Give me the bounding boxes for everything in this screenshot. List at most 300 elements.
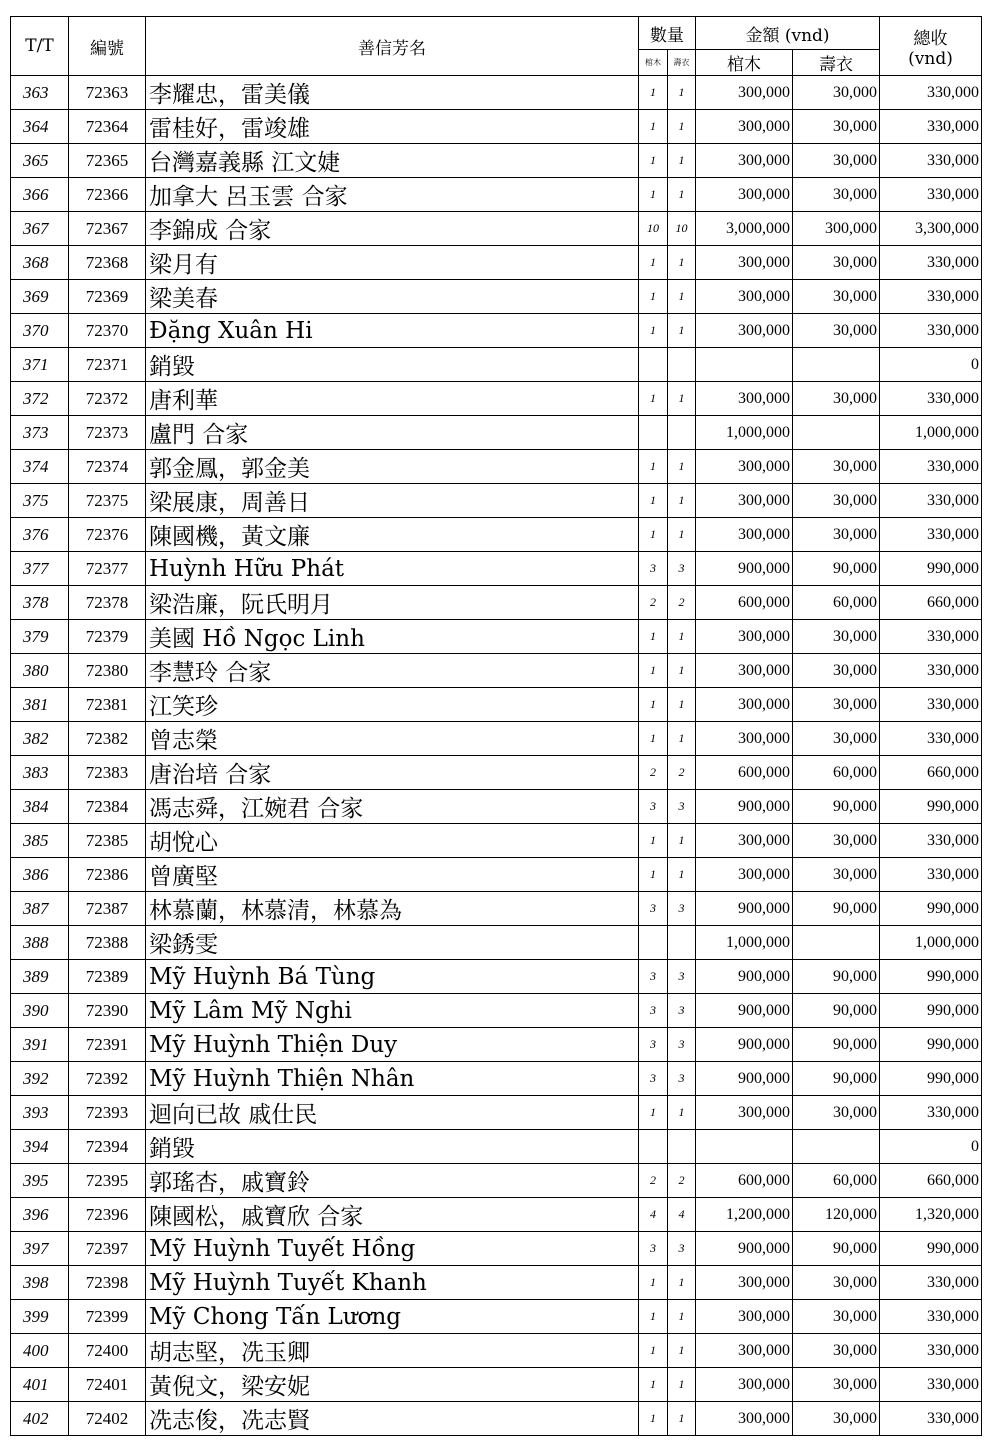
- row-code: 72367: [69, 212, 146, 246]
- table-row: [11, 858, 982, 892]
- row-total: 660,000: [880, 756, 982, 790]
- row-total: 1,320,000: [880, 1198, 982, 1232]
- row-amount-coffin: 300,000: [696, 1266, 793, 1300]
- row-qty-coffin: 1: [639, 620, 668, 654]
- row-total: 330,000: [880, 144, 982, 178]
- table-row: [11, 960, 982, 994]
- table-row: [11, 1164, 982, 1198]
- row-qty-shroud: 2: [668, 1164, 696, 1198]
- row-qty-coffin: 1: [639, 1300, 668, 1334]
- row-amount-shroud: 30,000: [793, 1368, 880, 1402]
- row-number: 394: [11, 1130, 69, 1164]
- row-total: 330,000: [880, 688, 982, 722]
- row-code: 72369: [69, 280, 146, 314]
- row-number: 366: [11, 178, 69, 212]
- row-amount-shroud: 30,000: [793, 620, 880, 654]
- row-total: 990,000: [880, 1232, 982, 1266]
- row-code: 72363: [69, 76, 146, 110]
- table-row: [11, 756, 982, 790]
- row-donor-name: 曾廣堅: [146, 858, 639, 892]
- row-amount-coffin: 600,000: [696, 586, 793, 620]
- row-number: 364: [11, 110, 69, 144]
- row-qty-coffin: 1: [639, 382, 668, 416]
- table-body: [11, 76, 982, 1436]
- row-amount-coffin: 300,000: [696, 246, 793, 280]
- table-header: [11, 17, 982, 76]
- row-code: 72386: [69, 858, 146, 892]
- row-amount-shroud: 30,000: [793, 722, 880, 756]
- row-qty-shroud: 1: [668, 280, 696, 314]
- row-qty-shroud: 1: [668, 382, 696, 416]
- row-total: 330,000: [880, 654, 982, 688]
- row-code: 72402: [69, 1402, 146, 1436]
- row-code: 72374: [69, 450, 146, 484]
- row-number: 401: [11, 1368, 69, 1402]
- row-amount-shroud: 30,000: [793, 654, 880, 688]
- row-donor-name: 陳國松，戚寶欣 合家: [146, 1198, 639, 1232]
- row-donor-name: Mỹ Lâm Mỹ Nghi: [146, 994, 639, 1028]
- row-number: 388: [11, 926, 69, 960]
- row-qty-shroud: 4: [668, 1198, 696, 1232]
- row-donor-name: 加拿大 呂玉雲 合家: [146, 178, 639, 212]
- header-code: 編號: [69, 17, 146, 76]
- row-qty-shroud: 1: [668, 722, 696, 756]
- row-qty-shroud: 1: [668, 178, 696, 212]
- table-row: [11, 314, 982, 348]
- row-qty-shroud: 1: [668, 450, 696, 484]
- row-qty-coffin: [639, 926, 668, 960]
- row-amount-coffin: 1,200,000: [696, 1198, 793, 1232]
- row-qty-coffin: 3: [639, 1232, 668, 1266]
- row-donor-name: 唐治培 合家: [146, 756, 639, 790]
- row-amount-shroud: [793, 416, 880, 450]
- row-code: 72388: [69, 926, 146, 960]
- row-amount-coffin: 300,000: [696, 280, 793, 314]
- row-qty-shroud: 1: [668, 314, 696, 348]
- row-amount-shroud: 90,000: [793, 994, 880, 1028]
- row-code: 72365: [69, 144, 146, 178]
- row-qty-shroud: 1: [668, 110, 696, 144]
- row-amount-shroud: [793, 926, 880, 960]
- row-total: 330,000: [880, 1266, 982, 1300]
- row-qty-coffin: 1: [639, 1368, 668, 1402]
- row-number: 363: [11, 76, 69, 110]
- row-code: 72393: [69, 1096, 146, 1130]
- row-code: 72378: [69, 586, 146, 620]
- row-total: 330,000: [880, 1096, 982, 1130]
- table-row: [11, 1334, 982, 1368]
- table-row: [11, 586, 982, 620]
- row-amount-coffin: 900,000: [696, 1232, 793, 1266]
- table-row: [11, 688, 982, 722]
- row-number: 393: [11, 1096, 69, 1130]
- row-amount-coffin: 300,000: [696, 144, 793, 178]
- row-code: 72390: [69, 994, 146, 1028]
- row-number: 383: [11, 756, 69, 790]
- row-qty-shroud: [668, 416, 696, 450]
- row-code: 72389: [69, 960, 146, 994]
- header-amount-coffin: 棺木: [696, 50, 793, 76]
- row-amount-shroud: 30,000: [793, 110, 880, 144]
- row-amount-coffin: 300,000: [696, 688, 793, 722]
- row-total: 330,000: [880, 1368, 982, 1402]
- table-row: [11, 1266, 982, 1300]
- row-qty-coffin: 1: [639, 246, 668, 280]
- row-amount-shroud: 30,000: [793, 314, 880, 348]
- row-number: 395: [11, 1164, 69, 1198]
- row-amount-shroud: 300,000: [793, 212, 880, 246]
- row-amount-shroud: [793, 348, 880, 382]
- row-code: 72370: [69, 314, 146, 348]
- row-number: 382: [11, 722, 69, 756]
- row-donor-name: Mỹ Chong Tấn Lương: [146, 1300, 639, 1334]
- row-amount-coffin: 300,000: [696, 382, 793, 416]
- row-qty-shroud: 1: [668, 76, 696, 110]
- row-number: 376: [11, 518, 69, 552]
- row-qty-shroud: 1: [668, 144, 696, 178]
- row-amount-coffin: 300,000: [696, 1096, 793, 1130]
- row-amount-coffin: 1,000,000: [696, 926, 793, 960]
- row-donor-name: 銷毀: [146, 348, 639, 382]
- row-code: 72399: [69, 1300, 146, 1334]
- row-number: 390: [11, 994, 69, 1028]
- row-donor-name: 盧門 合家: [146, 416, 639, 450]
- row-code: 72401: [69, 1368, 146, 1402]
- row-qty-coffin: 1: [639, 722, 668, 756]
- row-qty-shroud: 1: [668, 1334, 696, 1368]
- row-donor-name: 胡志堅，冼玉卿: [146, 1334, 639, 1368]
- row-donor-name: 李耀忠，雷美儀: [146, 76, 639, 110]
- row-qty-coffin: 1: [639, 484, 668, 518]
- row-amount-shroud: 30,000: [793, 246, 880, 280]
- table-row: [11, 1096, 982, 1130]
- row-qty-coffin: 3: [639, 1028, 668, 1062]
- row-total: 330,000: [880, 518, 982, 552]
- table-row: [11, 1368, 982, 1402]
- row-total: 330,000: [880, 178, 982, 212]
- row-qty-shroud: 3: [668, 1028, 696, 1062]
- row-amount-shroud: 60,000: [793, 1164, 880, 1198]
- table-row: [11, 280, 982, 314]
- row-qty-coffin: 3: [639, 892, 668, 926]
- row-donor-name: 梁展康，周善日: [146, 484, 639, 518]
- row-total: 330,000: [880, 484, 982, 518]
- row-amount-shroud: 30,000: [793, 688, 880, 722]
- table-row: [11, 110, 982, 144]
- donation-table-wrapper: [10, 16, 981, 1436]
- table-row: [11, 1062, 982, 1096]
- row-qty-shroud: 3: [668, 1232, 696, 1266]
- row-qty-shroud: [668, 926, 696, 960]
- row-number: 384: [11, 790, 69, 824]
- row-code: 72385: [69, 824, 146, 858]
- row-qty-coffin: 1: [639, 144, 668, 178]
- row-number: 377: [11, 552, 69, 586]
- row-code: 72372: [69, 382, 146, 416]
- row-amount-coffin: 300,000: [696, 654, 793, 688]
- row-total: 330,000: [880, 620, 982, 654]
- row-donor-name: 李錦成 合家: [146, 212, 639, 246]
- table-row: [11, 892, 982, 926]
- table-row: [11, 416, 982, 450]
- row-donor-name: 郭瑤杏，戚寶鈴: [146, 1164, 639, 1198]
- row-donor-name: Mỹ Huỳnh Thiện Nhân: [146, 1062, 639, 1096]
- row-donor-name: 郭金鳳，郭金美: [146, 450, 639, 484]
- table-row: [11, 178, 982, 212]
- table-row: [11, 1300, 982, 1334]
- row-qty-shroud: 2: [668, 586, 696, 620]
- row-amount-coffin: 900,000: [696, 1062, 793, 1096]
- row-amount-coffin: 3,000,000: [696, 212, 793, 246]
- row-qty-coffin: 1: [639, 1266, 668, 1300]
- table-row: [11, 552, 982, 586]
- row-donor-name: 唐利華: [146, 382, 639, 416]
- donation-table: [10, 16, 982, 1436]
- row-amount-coffin: 300,000: [696, 722, 793, 756]
- header-qty-shroud: 壽衣: [668, 50, 696, 76]
- row-code: 72394: [69, 1130, 146, 1164]
- table-row: [11, 1028, 982, 1062]
- row-qty-shroud: 1: [668, 1402, 696, 1436]
- row-number: 389: [11, 960, 69, 994]
- header-qty-coffin: 棺木: [639, 50, 668, 76]
- row-amount-shroud: 30,000: [793, 1266, 880, 1300]
- row-qty-coffin: 10: [639, 212, 668, 246]
- row-amount-coffin: 300,000: [696, 824, 793, 858]
- row-number: 372: [11, 382, 69, 416]
- row-code: 72377: [69, 552, 146, 586]
- row-total: 330,000: [880, 246, 982, 280]
- row-code: 72398: [69, 1266, 146, 1300]
- table-row: [11, 1402, 982, 1436]
- row-number: 400: [11, 1334, 69, 1368]
- row-total: 0: [880, 348, 982, 382]
- row-amount-shroud: 90,000: [793, 960, 880, 994]
- table-row: [11, 824, 982, 858]
- row-number: 373: [11, 416, 69, 450]
- row-total: 330,000: [880, 1334, 982, 1368]
- row-amount-shroud: 30,000: [793, 178, 880, 212]
- row-qty-shroud: 1: [668, 688, 696, 722]
- row-donor-name: Mỹ Huỳnh Thiện Duy: [146, 1028, 639, 1062]
- row-amount-shroud: 30,000: [793, 824, 880, 858]
- row-total: 3,300,000: [880, 212, 982, 246]
- row-amount-coffin: 300,000: [696, 484, 793, 518]
- row-total: 330,000: [880, 314, 982, 348]
- row-number: 387: [11, 892, 69, 926]
- row-amount-shroud: 120,000: [793, 1198, 880, 1232]
- row-amount-shroud: 30,000: [793, 1096, 880, 1130]
- row-amount-shroud: 90,000: [793, 1062, 880, 1096]
- row-qty-shroud: 3: [668, 960, 696, 994]
- row-code: 72391: [69, 1028, 146, 1062]
- row-code: 72381: [69, 688, 146, 722]
- row-total: 330,000: [880, 382, 982, 416]
- row-code: 72384: [69, 790, 146, 824]
- row-donor-name: 黃倪文，梁安妮: [146, 1368, 639, 1402]
- row-qty-coffin: 1: [639, 314, 668, 348]
- row-number: 371: [11, 348, 69, 382]
- row-amount-coffin: 300,000: [696, 1334, 793, 1368]
- row-amount-shroud: 30,000: [793, 280, 880, 314]
- row-amount-coffin: 300,000: [696, 1300, 793, 1334]
- row-amount-coffin: 300,000: [696, 858, 793, 892]
- header-tt: T/T: [11, 17, 69, 76]
- row-qty-shroud: 3: [668, 552, 696, 586]
- row-qty-shroud: 1: [668, 518, 696, 552]
- row-code: 72380: [69, 654, 146, 688]
- row-qty-coffin: 1: [639, 110, 668, 144]
- row-qty-coffin: 1: [639, 824, 668, 858]
- row-donor-name: Đặng Xuân Hi: [146, 314, 639, 348]
- row-qty-shroud: 1: [668, 654, 696, 688]
- table-row: [11, 654, 982, 688]
- row-qty-coffin: [639, 416, 668, 450]
- row-number: 374: [11, 450, 69, 484]
- table-row: [11, 450, 982, 484]
- row-number: 396: [11, 1198, 69, 1232]
- row-total: 330,000: [880, 1300, 982, 1334]
- row-donor-name: 馮志舜，江婉君 合家: [146, 790, 639, 824]
- row-qty-shroud: 1: [668, 1368, 696, 1402]
- row-donor-name: Mỹ Huỳnh Bá Tùng: [146, 960, 639, 994]
- table-row: [11, 76, 982, 110]
- header-amount-shroud: 壽衣: [793, 50, 880, 76]
- row-code: 72373: [69, 416, 146, 450]
- row-amount-coffin: 1,000,000: [696, 416, 793, 450]
- row-amount-shroud: 90,000: [793, 1232, 880, 1266]
- row-number: 398: [11, 1266, 69, 1300]
- row-total: 330,000: [880, 858, 982, 892]
- row-total: 990,000: [880, 892, 982, 926]
- row-donor-name: Mỹ Huỳnh Tuyết Hồng: [146, 1232, 639, 1266]
- row-amount-coffin: 300,000: [696, 76, 793, 110]
- row-donor-name: Huỳnh Hữu Phát: [146, 552, 639, 586]
- row-code: 72366: [69, 178, 146, 212]
- row-number: 375: [11, 484, 69, 518]
- table-row: [11, 926, 982, 960]
- row-number: 365: [11, 144, 69, 178]
- table-row: [11, 212, 982, 246]
- row-qty-coffin: 3: [639, 1062, 668, 1096]
- row-donor-name: 曾志榮: [146, 722, 639, 756]
- row-total: 990,000: [880, 1062, 982, 1096]
- row-qty-coffin: 1: [639, 654, 668, 688]
- header-total: [880, 17, 982, 76]
- row-code: 72382: [69, 722, 146, 756]
- header-total-label: 總收: [913, 28, 948, 49]
- table-row: [11, 144, 982, 178]
- row-code: 72396: [69, 1198, 146, 1232]
- row-code: 72387: [69, 892, 146, 926]
- row-number: 397: [11, 1232, 69, 1266]
- table-row: [11, 994, 982, 1028]
- row-total: 990,000: [880, 960, 982, 994]
- row-amount-coffin: 900,000: [696, 994, 793, 1028]
- row-qty-coffin: 1: [639, 518, 668, 552]
- row-amount-coffin: 900,000: [696, 1028, 793, 1062]
- table-row: [11, 484, 982, 518]
- row-qty-shroud: 1: [668, 1300, 696, 1334]
- row-total: 330,000: [880, 722, 982, 756]
- row-amount-shroud: 90,000: [793, 892, 880, 926]
- row-number: 386: [11, 858, 69, 892]
- row-total: 330,000: [880, 1402, 982, 1436]
- row-amount-coffin: 300,000: [696, 178, 793, 212]
- row-amount-coffin: 300,000: [696, 1402, 793, 1436]
- table-row: [11, 382, 982, 416]
- row-amount-coffin: 300,000: [696, 620, 793, 654]
- row-code: 72397: [69, 1232, 146, 1266]
- row-qty-coffin: 2: [639, 756, 668, 790]
- row-number: 402: [11, 1402, 69, 1436]
- row-qty-coffin: [639, 348, 668, 382]
- row-code: 72392: [69, 1062, 146, 1096]
- row-amount-shroud: 60,000: [793, 586, 880, 620]
- row-number: 367: [11, 212, 69, 246]
- row-code: 72376: [69, 518, 146, 552]
- row-amount-shroud: 30,000: [793, 450, 880, 484]
- row-qty-coffin: 2: [639, 1164, 668, 1198]
- row-qty-shroud: 3: [668, 892, 696, 926]
- row-amount-coffin: 600,000: [696, 1164, 793, 1198]
- row-donor-name: 李慧玲 合家: [146, 654, 639, 688]
- row-donor-name: 林慕蘭，林慕清，林慕為: [146, 892, 639, 926]
- row-amount-shroud: 90,000: [793, 790, 880, 824]
- row-qty-coffin: 4: [639, 1198, 668, 1232]
- row-amount-coffin: 300,000: [696, 1368, 793, 1402]
- row-donor-name: 美國 Hồ Ngọc Linh: [146, 620, 639, 654]
- row-number: 392: [11, 1062, 69, 1096]
- row-number: 385: [11, 824, 69, 858]
- row-qty-shroud: 1: [668, 620, 696, 654]
- row-total: 1,000,000: [880, 416, 982, 450]
- row-amount-shroud: 30,000: [793, 1402, 880, 1436]
- row-code: 72364: [69, 110, 146, 144]
- row-total: 330,000: [880, 450, 982, 484]
- row-amount-coffin: 900,000: [696, 960, 793, 994]
- table-row: [11, 518, 982, 552]
- row-code: 72400: [69, 1334, 146, 1368]
- row-qty-coffin: [639, 1130, 668, 1164]
- table-row: [11, 1232, 982, 1266]
- row-number: 369: [11, 280, 69, 314]
- header-name: 善信芳名: [146, 17, 639, 76]
- row-qty-coffin: 1: [639, 1334, 668, 1368]
- row-amount-coffin: 300,000: [696, 518, 793, 552]
- row-qty-shroud: [668, 348, 696, 382]
- row-amount-shroud: 90,000: [793, 552, 880, 586]
- row-amount-coffin: [696, 1130, 793, 1164]
- row-donor-name: 梁浩廉，阮氏明月: [146, 586, 639, 620]
- row-total: 330,000: [880, 280, 982, 314]
- table-row: [11, 1130, 982, 1164]
- row-total: 990,000: [880, 994, 982, 1028]
- row-code: 72379: [69, 620, 146, 654]
- row-amount-coffin: 300,000: [696, 110, 793, 144]
- row-total: 1,000,000: [880, 926, 982, 960]
- table-row: [11, 1198, 982, 1232]
- row-code: 72368: [69, 246, 146, 280]
- row-qty-shroud: 1: [668, 484, 696, 518]
- row-total: 660,000: [880, 1164, 982, 1198]
- row-donor-name: 雷桂好，雷竣雄: [146, 110, 639, 144]
- table-row: [11, 722, 982, 756]
- row-amount-coffin: 600,000: [696, 756, 793, 790]
- row-total: 990,000: [880, 790, 982, 824]
- row-amount-shroud: 30,000: [793, 484, 880, 518]
- header-total-unit: (vnd): [908, 48, 953, 69]
